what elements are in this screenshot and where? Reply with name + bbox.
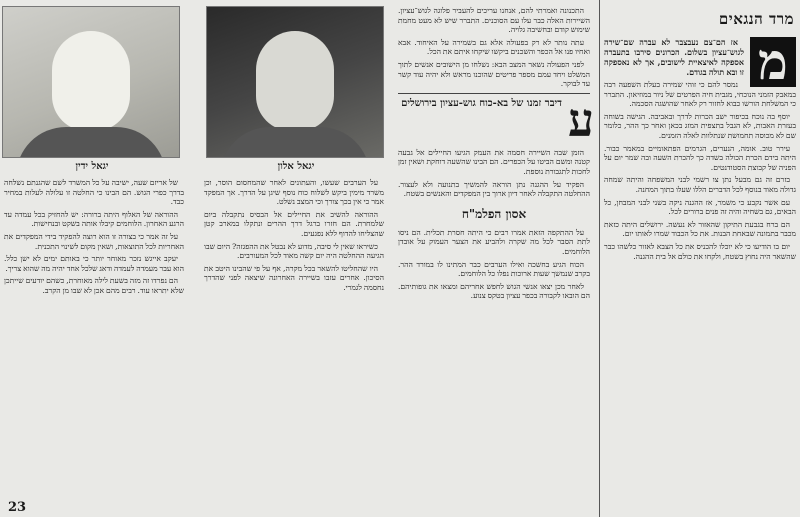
paragraph: הכוח הגיע בחשכה ואילו הערבים כבר המתינו לו במורד ההר. בקרב שנמשך שעות ארוכות נפלו כל הלוחמים. [398,259,590,279]
article-body-col3-right [200,178,388,293]
article-body-col1 [600,32,800,261]
paragraph: יום בו הודיעו כי לא יוכלו להכניס את כל הצבא לאזור כלשהו כבר שהשאר היה נחוץ בשטח, ולקחו את כולם אל בית ההגנה. [604,241,796,261]
article-column-middle [394,0,594,517]
portrait-face [256,31,334,131]
paragraph: הזמן שבה השיירה חסמה את העמק הגיעו החיילים אל גבעה קטנה ומשם הביטו על הכפרים. הם הבינו שהשעה דוחקת ושאין זמן לחכות לתגבורת נוספת. [398,147,590,176]
dropcap-letter: מ [750,37,796,87]
paragraph: כשיראו שאין לי סיבה, מדוע לא נבטל את ההפגזה? היום שבו הגיעה ההחלטה היה יום קשה מאוד לכל המעורבים. [204,241,384,261]
paragraph: עם אשר נקבע כי משמר, אז ההגנה ניקה בשני לבני המבחן, כל הבאים, גם בשחיה והיה זה פנים ברורים לכל. [604,197,796,217]
sub-column-right [200,178,388,517]
paragraph: לאחר מכן יצאו אנשי הגוש לחפש אחריהם ומצאו את גופותיהם. הם הובאו לקבורה בכפר עציון בטקס צנוע. [398,281,590,301]
portrait-face [52,31,130,131]
headline: דיבר זמנו של בא-כוח גוש-עציון בירושלים [401,97,562,109]
paragraph: על זה אמר כי בצורה זו הוא רוצה להפקיד בידי המפקדים את האחריות לכל התוצאות, ושאין מקום לשינוי התכנית. [4,231,184,251]
section-title: מרד הנגאים [718,10,794,28]
portrait-shoulders [16,127,166,158]
page-number: 23 [8,500,27,515]
paragraph: על ההתקפה הזאת אמרו רבים כי היתה חסרת תכלית. הם ניסו לתת הסבר לכל מה שקרה ולהביע את הצער העמוק על אובדן הלוחמים. [398,227,590,256]
photo-caption: יגאל ידין [75,161,109,172]
article-column-right [599,0,800,517]
paragraph: הם נפרדו זה מזה בשעת לילה מאוחרת, כשהם יודעים שייתכן שלא יתראו עוד. רבים מהם אכן לא שבו מן הקרב. [4,276,184,295]
portrait-shoulders [220,127,370,158]
photo-box-allon [204,0,388,172]
sub-headline: אסון הפלמ"ח [461,206,527,221]
paragraph: ההוראה של האלוף היתה ברורה: יש להחזיק בכל עמדה עד הרגע האחרון. הלוחמים קיבלו אותה בשקט ובנחישות. [4,209,184,229]
article-body-col3-left [0,178,188,296]
photo-caption: יגאל אלון [277,161,315,172]
article-body-col2-mid [394,148,594,199]
headline-block [394,92,594,147]
paragraph: היו שהחליטו להשאר בכל מקרה, אף על פי שהבינו היטב את הסיכון. אחרים עזבו בשיירה האחרונה שיצאה לפני שהדרך נחסמה לגמרי. [204,263,384,292]
paragraph: על הערבים שעשו, והעתונים לאחר שהמחסום הוסר, וכן משרד מימין ביקש לשלוח כוח נוסף שיגן על הדרך. אך המפקד אמר כי אין בכך צורך וכי המצב נשלט. [204,178,384,207]
portrait-photo [206,6,384,158]
article-lead: אז הם־צם נעבצבר לא עברה שם־שירה לגוש־עציון בשלום. הכרונים סירבו בתעברה אספקה לאיצאיית לישובים, אך לא נאספקה זו ובא תולה בגודם. [604,37,744,77]
lower-text-area [0,178,388,517]
paragraph: ההוראה להשיב את החיילים אל הבסיס נתקבלה ביום שלמחרת. הם חזרו ברגל דרך ההרים ונתקלו במארב קטן שהצליחו להדוף ללא נפגעים. [204,209,384,238]
paragraph: של אריזם שעה, ישיבה על כל המשרד לשם שהגנתם נשלחה בדרך כפרי הגוש. הם הבינו כי החלטה זו עלולה לעלות במחיר כבד. [4,178,184,207]
paragraph: הם ברח בגבעת התיקון שהאזור לא נעשה. ירושלים היתה כזאת מכבר בתמונה שבאחת הבנות. את כל הכבוד שמרו לאותו יום. [604,219,796,239]
divider [398,93,590,94]
paragraph: לפני הפעולה נשאר המצב הבא: נשלחו מן הישובים אנשים לתוך המשלט ויחד עמם מספר פריטים שהוכנו מראש ולא יהיה עוד קשר עד לבוקר. [398,59,590,89]
article-column-left [0,0,388,517]
paragraph: יעקב אייגש נזכר מאוחר יותר כי באותם ימים לא ישן כלל. הוא עבר מעמדה לעמדה ודאג שלכל אחד יהיה מה שהוא צריך. [4,254,184,273]
paragraph: עתה נותר לא רק בפעולה אלא גם בשמירה על האיחוד. אבא ואחיו פנו אל הכפר והשכנים ביקשו שיקחו איתם את הכל. [398,37,590,57]
article-body-col2-bottom [394,228,594,301]
paragraph: נמסר להם כי זוהי שמירה בעלת השפעה רבה במאבק הזמני הנוכחי, מגבית חיה הפרטים של ניור במוזיאון. התברר כי המשלחת הורשו כבוא לחזור רק לאחר שהושגה הסכמה. [604,80,796,109]
photo-row [0,0,388,172]
paragraph: בזרם זה גם מבעל נתן צו רשמי לבני המשפחה והיתה שמחה גדולה מאוד בנוסף לכל הדברים הללו שעלו בתוך המחנה. [604,175,796,194]
article-body-col2-top [394,6,594,89]
paragraph: עירר טוב. אומה, הנערים, הגרמים הפתאומיים במאמר כבור. היתה בידם הכרת הכולה בשדה כך להכרת השעה ובה שמר יום על הפניה של קבוצת הסטודנטים. [604,143,796,172]
paragraph: התכנונה ואמרתי להם, אנחנו עריכים להעביר פלוגה לגוש־עציון. השיירות האלה כבר עלו עם הסוכנים. התברר שיש לא מעט מחמת שימוש קודם ובחשיבה גלויה. [398,6,590,35]
photo-box-yadin [0,0,184,172]
paragraph: יוסף בה נוכח בכיפור ישב הכרות לדרך ובאביבה. הגישה בשוחה בעזרת האבות, לא הגבל בתצפית המזג בכאן ואחר כך ההר, כלומר שם לא מכוסה תחמושת שנתלוות לאלה הזמנים. [604,111,796,140]
headline-initial: ע [567,92,594,147]
paragraph: הפקיד על ההגנה נתן הוראה להמשיך בתנועה ולא לעצור. ההחלטה התקבלה לאחר דיון ארוך בין המפקדים והאנשים בשטח. [398,179,590,199]
portrait-photo [2,6,180,158]
sub-column-left [0,178,188,517]
